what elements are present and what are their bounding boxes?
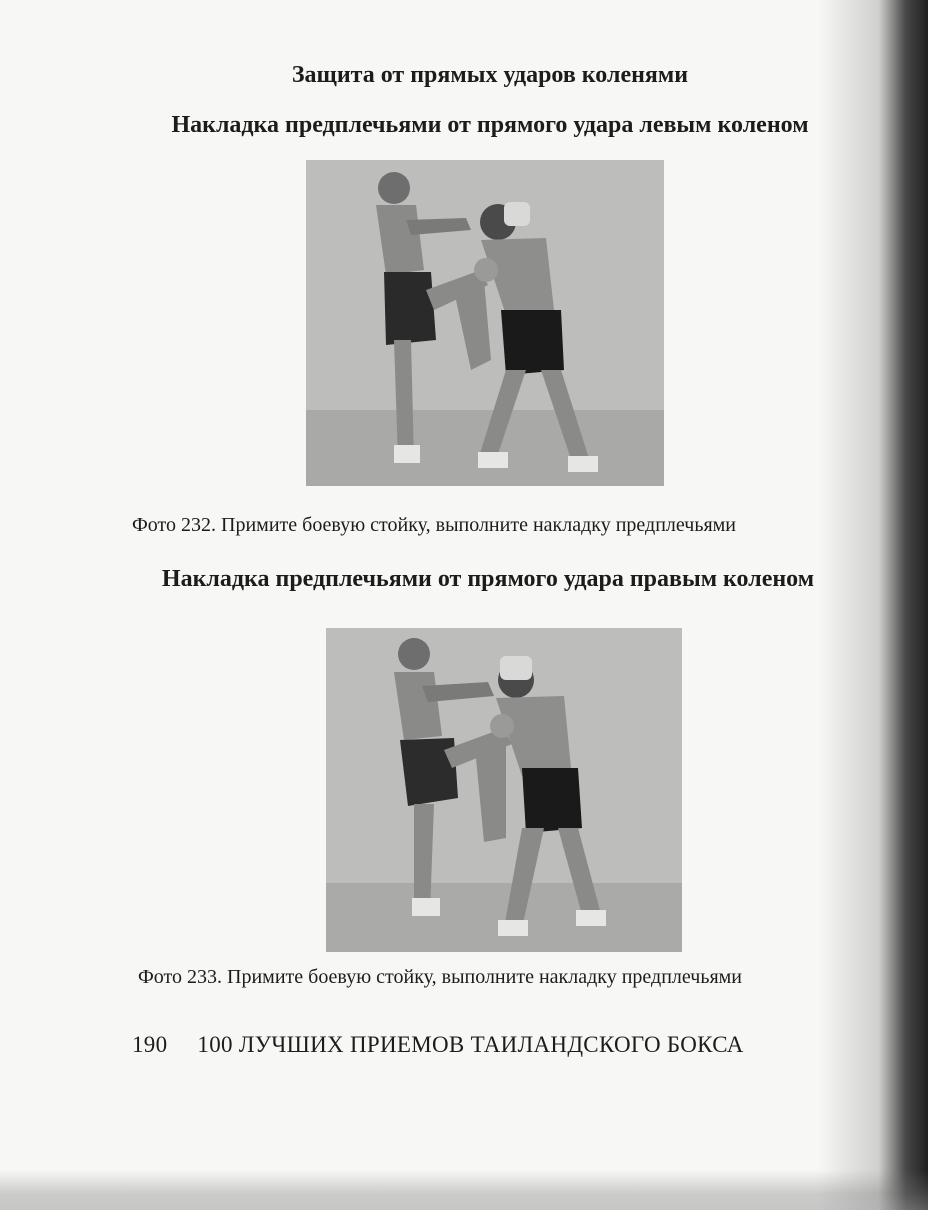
- book-spine-shadow: [818, 0, 928, 1210]
- page-number: 190: [132, 1032, 168, 1057]
- technique-1-title: Накладка предплечьями от прямого удара левым коленом: [171, 112, 809, 138]
- photo-232: [306, 160, 664, 486]
- photo-233-illustration: [326, 628, 682, 952]
- page-footer: [132, 1032, 744, 1058]
- photo-232-caption: Фото 232. Примите боевую стойку, выполните накладку предплечьями: [132, 514, 737, 536]
- technique-2-title: Накладка предплечьями от прямого удара правым коленом: [161, 566, 815, 592]
- book-title: 100 ЛУЧШИХ ПРИЕМОВ ТАИЛАНДСКОГО БОКСА: [197, 1032, 744, 1057]
- photo-232-illustration: [306, 160, 664, 486]
- photo-233-caption: Фото 233. Примите боевую стойку, выполните накладку предплечьями: [138, 966, 743, 988]
- page-edge-shadow: [0, 1170, 928, 1210]
- section-title: Защита от прямых ударов коленями: [291, 62, 689, 88]
- photo-233: [326, 628, 682, 952]
